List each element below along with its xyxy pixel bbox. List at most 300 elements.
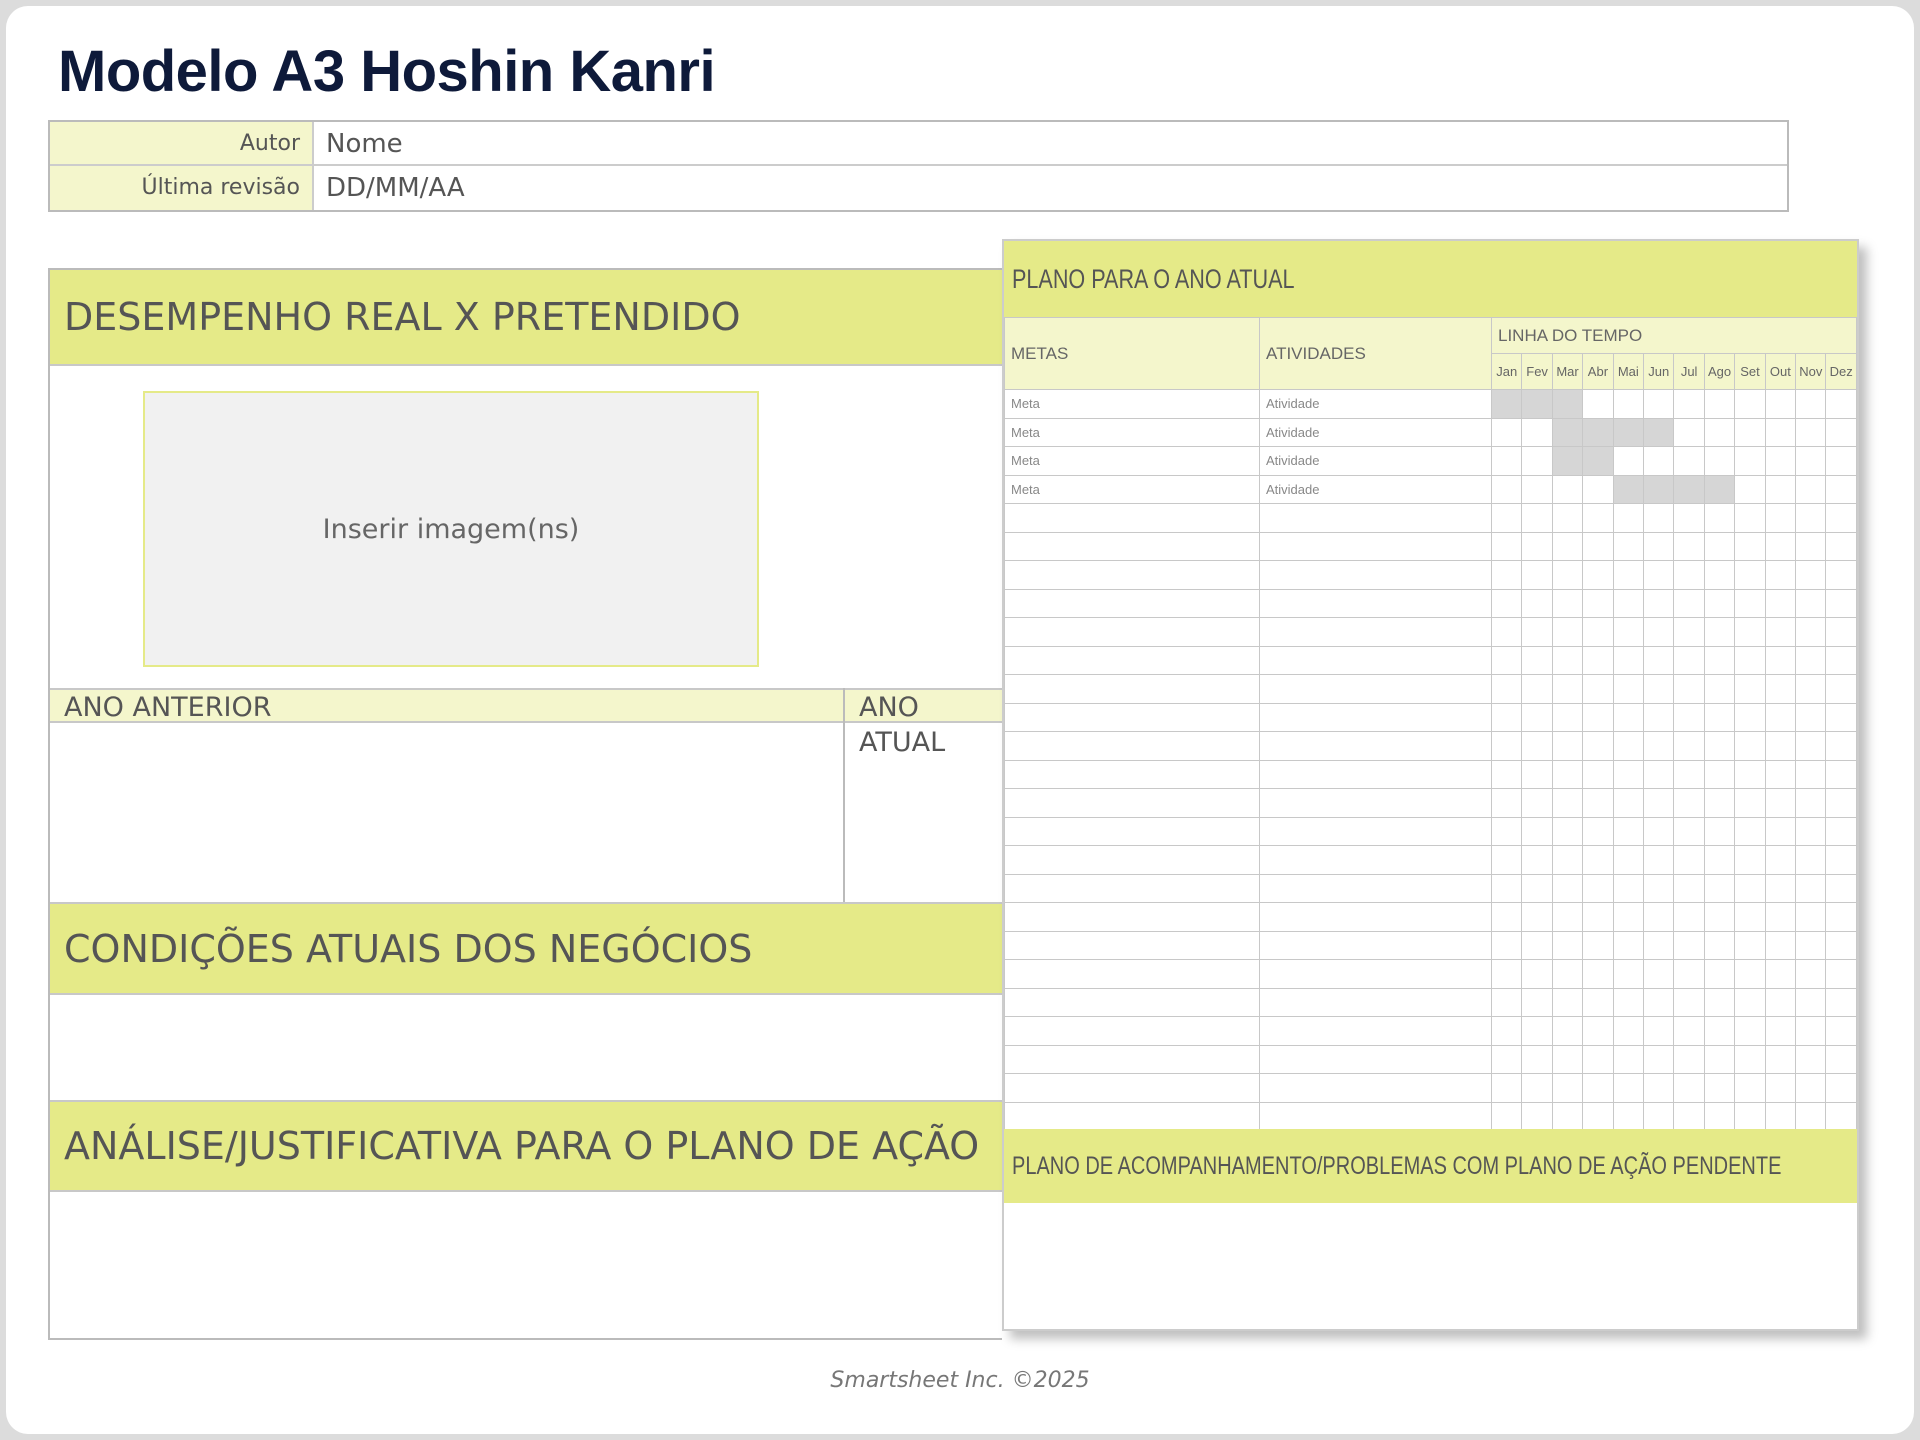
timeline-cell[interactable] xyxy=(1522,703,1552,732)
goal-cell[interactable] xyxy=(1005,760,1260,789)
timeline-cell[interactable] xyxy=(1735,390,1765,419)
timeline-cell[interactable] xyxy=(1552,646,1582,675)
timeline-cell[interactable] xyxy=(1765,931,1795,960)
timeline-cell[interactable] xyxy=(1583,646,1613,675)
timeline-cell[interactable] xyxy=(1552,390,1582,419)
goal-cell[interactable]: Meta xyxy=(1005,475,1260,504)
timeline-cell[interactable] xyxy=(1674,504,1704,533)
timeline-cell[interactable] xyxy=(1492,789,1522,818)
timeline-cell[interactable] xyxy=(1826,931,1857,960)
timeline-cell[interactable] xyxy=(1765,760,1795,789)
timeline-cell[interactable] xyxy=(1735,447,1765,476)
timeline-cell[interactable] xyxy=(1765,646,1795,675)
timeline-cell[interactable] xyxy=(1796,846,1826,875)
timeline-cell[interactable] xyxy=(1704,846,1734,875)
timeline-cell[interactable] xyxy=(1552,817,1582,846)
timeline-cell[interactable] xyxy=(1583,532,1613,561)
timeline-cell[interactable] xyxy=(1796,732,1826,761)
timeline-cell[interactable] xyxy=(1583,561,1613,590)
timeline-cell[interactable] xyxy=(1644,1017,1674,1046)
timeline-cell[interactable] xyxy=(1552,532,1582,561)
timeline-cell[interactable] xyxy=(1674,760,1704,789)
activity-cell[interactable] xyxy=(1260,618,1492,647)
timeline-cell[interactable] xyxy=(1735,1045,1765,1074)
timeline-cell[interactable] xyxy=(1492,390,1522,419)
timeline-cell[interactable] xyxy=(1765,903,1795,932)
timeline-cell[interactable] xyxy=(1704,789,1734,818)
timeline-cell[interactable] xyxy=(1826,589,1857,618)
timeline-cell[interactable] xyxy=(1796,618,1826,647)
timeline-cell[interactable] xyxy=(1765,732,1795,761)
timeline-cell[interactable] xyxy=(1522,532,1552,561)
goal-cell[interactable] xyxy=(1005,1102,1260,1131)
timeline-cell[interactable] xyxy=(1552,447,1582,476)
timeline-cell[interactable] xyxy=(1796,931,1826,960)
timeline-cell[interactable] xyxy=(1735,703,1765,732)
timeline-cell[interactable] xyxy=(1826,504,1857,533)
timeline-cell[interactable] xyxy=(1522,732,1552,761)
timeline-cell[interactable] xyxy=(1583,1017,1613,1046)
timeline-cell[interactable] xyxy=(1613,1102,1643,1131)
activity-cell[interactable]: Atividade xyxy=(1260,447,1492,476)
timeline-cell[interactable] xyxy=(1583,931,1613,960)
timeline-cell[interactable] xyxy=(1796,1017,1826,1046)
timeline-cell[interactable] xyxy=(1644,447,1674,476)
timeline-cell[interactable] xyxy=(1796,1045,1826,1074)
timeline-cell[interactable] xyxy=(1613,646,1643,675)
timeline-cell[interactable] xyxy=(1796,760,1826,789)
timeline-cell[interactable] xyxy=(1735,532,1765,561)
timeline-cell[interactable] xyxy=(1826,732,1857,761)
timeline-cell[interactable] xyxy=(1796,532,1826,561)
timeline-cell[interactable] xyxy=(1522,817,1552,846)
timeline-cell[interactable] xyxy=(1522,561,1552,590)
timeline-cell[interactable] xyxy=(1826,618,1857,647)
goal-cell[interactable] xyxy=(1005,960,1260,989)
timeline-cell[interactable] xyxy=(1765,532,1795,561)
timeline-cell[interactable] xyxy=(1796,903,1826,932)
activity-cell[interactable] xyxy=(1260,874,1492,903)
activity-cell[interactable] xyxy=(1260,732,1492,761)
timeline-cell[interactable] xyxy=(1826,903,1857,932)
timeline-cell[interactable] xyxy=(1796,817,1826,846)
timeline-cell[interactable] xyxy=(1583,789,1613,818)
timeline-cell[interactable] xyxy=(1765,561,1795,590)
timeline-cell[interactable] xyxy=(1613,390,1643,419)
timeline-cell[interactable] xyxy=(1522,646,1552,675)
timeline-cell[interactable] xyxy=(1492,960,1522,989)
timeline-cell[interactable] xyxy=(1613,817,1643,846)
timeline-cell[interactable] xyxy=(1492,561,1522,590)
timeline-cell[interactable] xyxy=(1552,874,1582,903)
timeline-cell[interactable] xyxy=(1644,960,1674,989)
author-field[interactable]: Nome xyxy=(326,129,403,159)
timeline-cell[interactable] xyxy=(1522,789,1552,818)
timeline-cell[interactable] xyxy=(1613,589,1643,618)
timeline-cell[interactable] xyxy=(1552,618,1582,647)
timeline-cell[interactable] xyxy=(1522,1017,1552,1046)
timeline-cell[interactable] xyxy=(1704,447,1734,476)
timeline-cell[interactable] xyxy=(1552,561,1582,590)
timeline-cell[interactable] xyxy=(1735,1102,1765,1131)
timeline-cell[interactable] xyxy=(1492,732,1522,761)
timeline-cell[interactable] xyxy=(1583,874,1613,903)
timeline-cell[interactable] xyxy=(1644,646,1674,675)
timeline-cell[interactable] xyxy=(1735,960,1765,989)
timeline-cell[interactable] xyxy=(1583,703,1613,732)
timeline-cell[interactable] xyxy=(1583,1074,1613,1103)
activity-cell[interactable] xyxy=(1260,817,1492,846)
timeline-cell[interactable] xyxy=(1674,903,1704,932)
timeline-cell[interactable] xyxy=(1765,1102,1795,1131)
timeline-cell[interactable] xyxy=(1826,1017,1857,1046)
timeline-cell[interactable] xyxy=(1826,846,1857,875)
timeline-cell[interactable] xyxy=(1522,1045,1552,1074)
timeline-cell[interactable] xyxy=(1552,903,1582,932)
timeline-cell[interactable] xyxy=(1674,874,1704,903)
timeline-cell[interactable] xyxy=(1644,589,1674,618)
timeline-cell[interactable] xyxy=(1552,760,1582,789)
timeline-cell[interactable] xyxy=(1704,988,1734,1017)
activity-cell[interactable] xyxy=(1260,504,1492,533)
timeline-cell[interactable] xyxy=(1826,447,1857,476)
timeline-cell[interactable] xyxy=(1674,1017,1704,1046)
timeline-cell[interactable] xyxy=(1644,1102,1674,1131)
timeline-cell[interactable] xyxy=(1765,618,1795,647)
timeline-cell[interactable] xyxy=(1492,760,1522,789)
timeline-cell[interactable] xyxy=(1583,732,1613,761)
timeline-cell[interactable] xyxy=(1583,846,1613,875)
activity-cell[interactable] xyxy=(1260,561,1492,590)
timeline-cell[interactable] xyxy=(1644,931,1674,960)
timeline-cell[interactable] xyxy=(1674,618,1704,647)
timeline-cell[interactable] xyxy=(1522,988,1552,1017)
timeline-cell[interactable] xyxy=(1552,960,1582,989)
timeline-cell[interactable] xyxy=(1552,675,1582,704)
timeline-cell[interactable] xyxy=(1826,1045,1857,1074)
timeline-cell[interactable] xyxy=(1613,504,1643,533)
timeline-cell[interactable] xyxy=(1826,960,1857,989)
timeline-cell[interactable] xyxy=(1613,874,1643,903)
goal-cell[interactable] xyxy=(1005,618,1260,647)
activity-cell[interactable] xyxy=(1260,931,1492,960)
timeline-cell[interactable] xyxy=(1522,418,1552,447)
timeline-cell[interactable] xyxy=(1552,732,1582,761)
timeline-cell[interactable] xyxy=(1613,475,1643,504)
timeline-cell[interactable] xyxy=(1735,817,1765,846)
timeline-cell[interactable] xyxy=(1674,1102,1704,1131)
timeline-cell[interactable] xyxy=(1796,561,1826,590)
timeline-cell[interactable] xyxy=(1735,589,1765,618)
timeline-cell[interactable] xyxy=(1735,646,1765,675)
timeline-cell[interactable] xyxy=(1644,817,1674,846)
timeline-cell[interactable] xyxy=(1644,532,1674,561)
timeline-cell[interactable] xyxy=(1704,1074,1734,1103)
activity-cell[interactable] xyxy=(1260,846,1492,875)
activity-cell[interactable] xyxy=(1260,1074,1492,1103)
timeline-cell[interactable] xyxy=(1796,960,1826,989)
timeline-cell[interactable] xyxy=(1552,1102,1582,1131)
activity-cell[interactable] xyxy=(1260,960,1492,989)
goal-cell[interactable] xyxy=(1005,646,1260,675)
timeline-cell[interactable] xyxy=(1735,675,1765,704)
activity-cell[interactable] xyxy=(1260,703,1492,732)
timeline-cell[interactable] xyxy=(1552,988,1582,1017)
timeline-cell[interactable] xyxy=(1522,931,1552,960)
timeline-cell[interactable] xyxy=(1522,903,1552,932)
timeline-cell[interactable] xyxy=(1613,532,1643,561)
timeline-cell[interactable] xyxy=(1492,504,1522,533)
timeline-cell[interactable] xyxy=(1674,475,1704,504)
timeline-cell[interactable] xyxy=(1674,703,1704,732)
timeline-cell[interactable] xyxy=(1583,1045,1613,1074)
timeline-cell[interactable] xyxy=(1583,589,1613,618)
timeline-cell[interactable] xyxy=(1796,589,1826,618)
timeline-cell[interactable] xyxy=(1674,418,1704,447)
timeline-cell[interactable] xyxy=(1583,447,1613,476)
timeline-cell[interactable] xyxy=(1796,675,1826,704)
timeline-cell[interactable] xyxy=(1735,760,1765,789)
timeline-cell[interactable] xyxy=(1552,504,1582,533)
timeline-cell[interactable] xyxy=(1613,1045,1643,1074)
timeline-cell[interactable] xyxy=(1796,504,1826,533)
timeline-cell[interactable] xyxy=(1704,703,1734,732)
timeline-cell[interactable] xyxy=(1492,618,1522,647)
activity-cell[interactable] xyxy=(1260,1102,1492,1131)
timeline-cell[interactable] xyxy=(1735,789,1765,818)
timeline-cell[interactable] xyxy=(1552,931,1582,960)
activity-cell[interactable] xyxy=(1260,789,1492,818)
goal-cell[interactable] xyxy=(1005,874,1260,903)
timeline-cell[interactable] xyxy=(1644,1045,1674,1074)
timeline-cell[interactable] xyxy=(1583,903,1613,932)
goal-cell[interactable]: Meta xyxy=(1005,390,1260,419)
timeline-cell[interactable] xyxy=(1735,846,1765,875)
timeline-cell[interactable] xyxy=(1735,874,1765,903)
timeline-cell[interactable] xyxy=(1674,846,1704,875)
timeline-cell[interactable] xyxy=(1674,561,1704,590)
timeline-cell[interactable] xyxy=(1735,1074,1765,1103)
timeline-cell[interactable] xyxy=(1765,874,1795,903)
timeline-cell[interactable] xyxy=(1552,789,1582,818)
timeline-cell[interactable] xyxy=(1583,618,1613,647)
timeline-cell[interactable] xyxy=(1674,931,1704,960)
timeline-cell[interactable] xyxy=(1613,960,1643,989)
timeline-cell[interactable] xyxy=(1522,1102,1552,1131)
timeline-cell[interactable] xyxy=(1583,390,1613,419)
goal-cell[interactable] xyxy=(1005,1074,1260,1103)
timeline-cell[interactable] xyxy=(1492,532,1522,561)
timeline-cell[interactable] xyxy=(1613,988,1643,1017)
timeline-cell[interactable] xyxy=(1583,760,1613,789)
timeline-cell[interactable] xyxy=(1644,874,1674,903)
timeline-cell[interactable] xyxy=(1644,561,1674,590)
timeline-cell[interactable] xyxy=(1492,903,1522,932)
timeline-cell[interactable] xyxy=(1552,1017,1582,1046)
timeline-cell[interactable] xyxy=(1704,675,1734,704)
timeline-cell[interactable] xyxy=(1613,931,1643,960)
timeline-cell[interactable] xyxy=(1492,703,1522,732)
revision-field[interactable]: DD/MM/AA xyxy=(326,173,465,203)
timeline-cell[interactable] xyxy=(1765,703,1795,732)
timeline-cell[interactable] xyxy=(1796,390,1826,419)
timeline-cell[interactable] xyxy=(1613,447,1643,476)
timeline-cell[interactable] xyxy=(1674,960,1704,989)
goal-cell[interactable] xyxy=(1005,504,1260,533)
goal-cell[interactable] xyxy=(1005,931,1260,960)
timeline-cell[interactable] xyxy=(1674,1074,1704,1103)
timeline-cell[interactable] xyxy=(1735,504,1765,533)
timeline-cell[interactable] xyxy=(1826,703,1857,732)
timeline-cell[interactable] xyxy=(1583,960,1613,989)
timeline-cell[interactable] xyxy=(1552,418,1582,447)
timeline-cell[interactable] xyxy=(1522,760,1552,789)
timeline-cell[interactable] xyxy=(1674,817,1704,846)
timeline-cell[interactable] xyxy=(1583,1102,1613,1131)
timeline-cell[interactable] xyxy=(1765,1074,1795,1103)
activity-cell[interactable] xyxy=(1260,988,1492,1017)
timeline-cell[interactable] xyxy=(1492,1074,1522,1103)
timeline-cell[interactable] xyxy=(1796,418,1826,447)
timeline-cell[interactable] xyxy=(1522,618,1552,647)
timeline-cell[interactable] xyxy=(1492,646,1522,675)
timeline-cell[interactable] xyxy=(1765,390,1795,419)
activity-cell[interactable] xyxy=(1260,646,1492,675)
timeline-cell[interactable] xyxy=(1613,903,1643,932)
timeline-cell[interactable] xyxy=(1613,703,1643,732)
timeline-cell[interactable] xyxy=(1583,675,1613,704)
timeline-cell[interactable] xyxy=(1674,589,1704,618)
timeline-cell[interactable] xyxy=(1552,589,1582,618)
timeline-cell[interactable] xyxy=(1765,675,1795,704)
timeline-cell[interactable] xyxy=(1704,732,1734,761)
timeline-cell[interactable] xyxy=(1765,960,1795,989)
timeline-cell[interactable] xyxy=(1704,561,1734,590)
timeline-cell[interactable] xyxy=(1735,988,1765,1017)
activity-cell[interactable] xyxy=(1260,903,1492,932)
goal-cell[interactable] xyxy=(1005,817,1260,846)
timeline-cell[interactable] xyxy=(1613,675,1643,704)
timeline-cell[interactable] xyxy=(1522,447,1552,476)
timeline-cell[interactable] xyxy=(1674,390,1704,419)
timeline-cell[interactable] xyxy=(1735,618,1765,647)
timeline-cell[interactable] xyxy=(1735,931,1765,960)
timeline-cell[interactable] xyxy=(1522,874,1552,903)
goal-cell[interactable] xyxy=(1005,703,1260,732)
goal-cell[interactable] xyxy=(1005,532,1260,561)
timeline-cell[interactable] xyxy=(1583,475,1613,504)
timeline-cell[interactable] xyxy=(1674,532,1704,561)
timeline-cell[interactable] xyxy=(1826,475,1857,504)
timeline-cell[interactable] xyxy=(1492,475,1522,504)
timeline-cell[interactable] xyxy=(1704,418,1734,447)
timeline-cell[interactable] xyxy=(1644,675,1674,704)
timeline-cell[interactable] xyxy=(1644,732,1674,761)
timeline-cell[interactable] xyxy=(1492,874,1522,903)
timeline-cell[interactable] xyxy=(1826,561,1857,590)
activity-cell[interactable] xyxy=(1260,532,1492,561)
timeline-cell[interactable] xyxy=(1826,817,1857,846)
activity-cell[interactable] xyxy=(1260,760,1492,789)
timeline-cell[interactable] xyxy=(1674,1045,1704,1074)
timeline-cell[interactable] xyxy=(1644,618,1674,647)
timeline-cell[interactable] xyxy=(1826,1074,1857,1103)
timeline-cell[interactable] xyxy=(1765,817,1795,846)
timeline-cell[interactable] xyxy=(1583,817,1613,846)
timeline-cell[interactable] xyxy=(1826,760,1857,789)
goal-cell[interactable] xyxy=(1005,1045,1260,1074)
timeline-cell[interactable] xyxy=(1552,475,1582,504)
timeline-cell[interactable] xyxy=(1492,846,1522,875)
timeline-cell[interactable] xyxy=(1704,903,1734,932)
timeline-cell[interactable] xyxy=(1704,1102,1734,1131)
timeline-cell[interactable] xyxy=(1796,789,1826,818)
timeline-cell[interactable] xyxy=(1644,390,1674,419)
timeline-cell[interactable] xyxy=(1613,732,1643,761)
timeline-cell[interactable] xyxy=(1492,931,1522,960)
timeline-cell[interactable] xyxy=(1796,646,1826,675)
timeline-cell[interactable] xyxy=(1492,817,1522,846)
timeline-cell[interactable] xyxy=(1704,1045,1734,1074)
activity-cell[interactable] xyxy=(1260,1045,1492,1074)
timeline-cell[interactable] xyxy=(1522,390,1552,419)
timeline-cell[interactable] xyxy=(1796,988,1826,1017)
timeline-cell[interactable] xyxy=(1674,789,1704,818)
timeline-cell[interactable] xyxy=(1826,988,1857,1017)
goal-cell[interactable] xyxy=(1005,561,1260,590)
timeline-cell[interactable] xyxy=(1826,874,1857,903)
timeline-cell[interactable] xyxy=(1796,475,1826,504)
timeline-cell[interactable] xyxy=(1704,874,1734,903)
timeline-cell[interactable] xyxy=(1735,418,1765,447)
timeline-cell[interactable] xyxy=(1765,447,1795,476)
timeline-cell[interactable] xyxy=(1583,504,1613,533)
goal-cell[interactable]: Meta xyxy=(1005,418,1260,447)
goal-cell[interactable] xyxy=(1005,988,1260,1017)
image-placeholder[interactable]: Inserir imagem(ns) xyxy=(143,391,759,667)
timeline-cell[interactable] xyxy=(1644,760,1674,789)
timeline-cell[interactable] xyxy=(1492,1017,1522,1046)
timeline-cell[interactable] xyxy=(1765,504,1795,533)
timeline-cell[interactable] xyxy=(1796,447,1826,476)
timeline-cell[interactable] xyxy=(1704,589,1734,618)
activity-cell[interactable] xyxy=(1260,675,1492,704)
timeline-cell[interactable] xyxy=(1735,903,1765,932)
timeline-cell[interactable] xyxy=(1704,618,1734,647)
timeline-cell[interactable] xyxy=(1613,418,1643,447)
timeline-cell[interactable] xyxy=(1583,418,1613,447)
timeline-cell[interactable] xyxy=(1492,988,1522,1017)
timeline-cell[interactable] xyxy=(1826,646,1857,675)
timeline-cell[interactable] xyxy=(1704,390,1734,419)
timeline-cell[interactable] xyxy=(1674,447,1704,476)
timeline-cell[interactable] xyxy=(1552,1074,1582,1103)
timeline-cell[interactable] xyxy=(1522,846,1552,875)
activity-cell[interactable]: Atividade xyxy=(1260,475,1492,504)
timeline-cell[interactable] xyxy=(1735,1017,1765,1046)
timeline-cell[interactable] xyxy=(1674,675,1704,704)
timeline-cell[interactable] xyxy=(1704,931,1734,960)
timeline-cell[interactable] xyxy=(1644,903,1674,932)
timeline-cell[interactable] xyxy=(1704,532,1734,561)
timeline-cell[interactable] xyxy=(1644,475,1674,504)
goal-cell[interactable] xyxy=(1005,675,1260,704)
timeline-cell[interactable] xyxy=(1765,475,1795,504)
timeline-cell[interactable] xyxy=(1613,1017,1643,1046)
timeline-cell[interactable] xyxy=(1492,1045,1522,1074)
timeline-cell[interactable] xyxy=(1522,1074,1552,1103)
timeline-cell[interactable] xyxy=(1644,504,1674,533)
